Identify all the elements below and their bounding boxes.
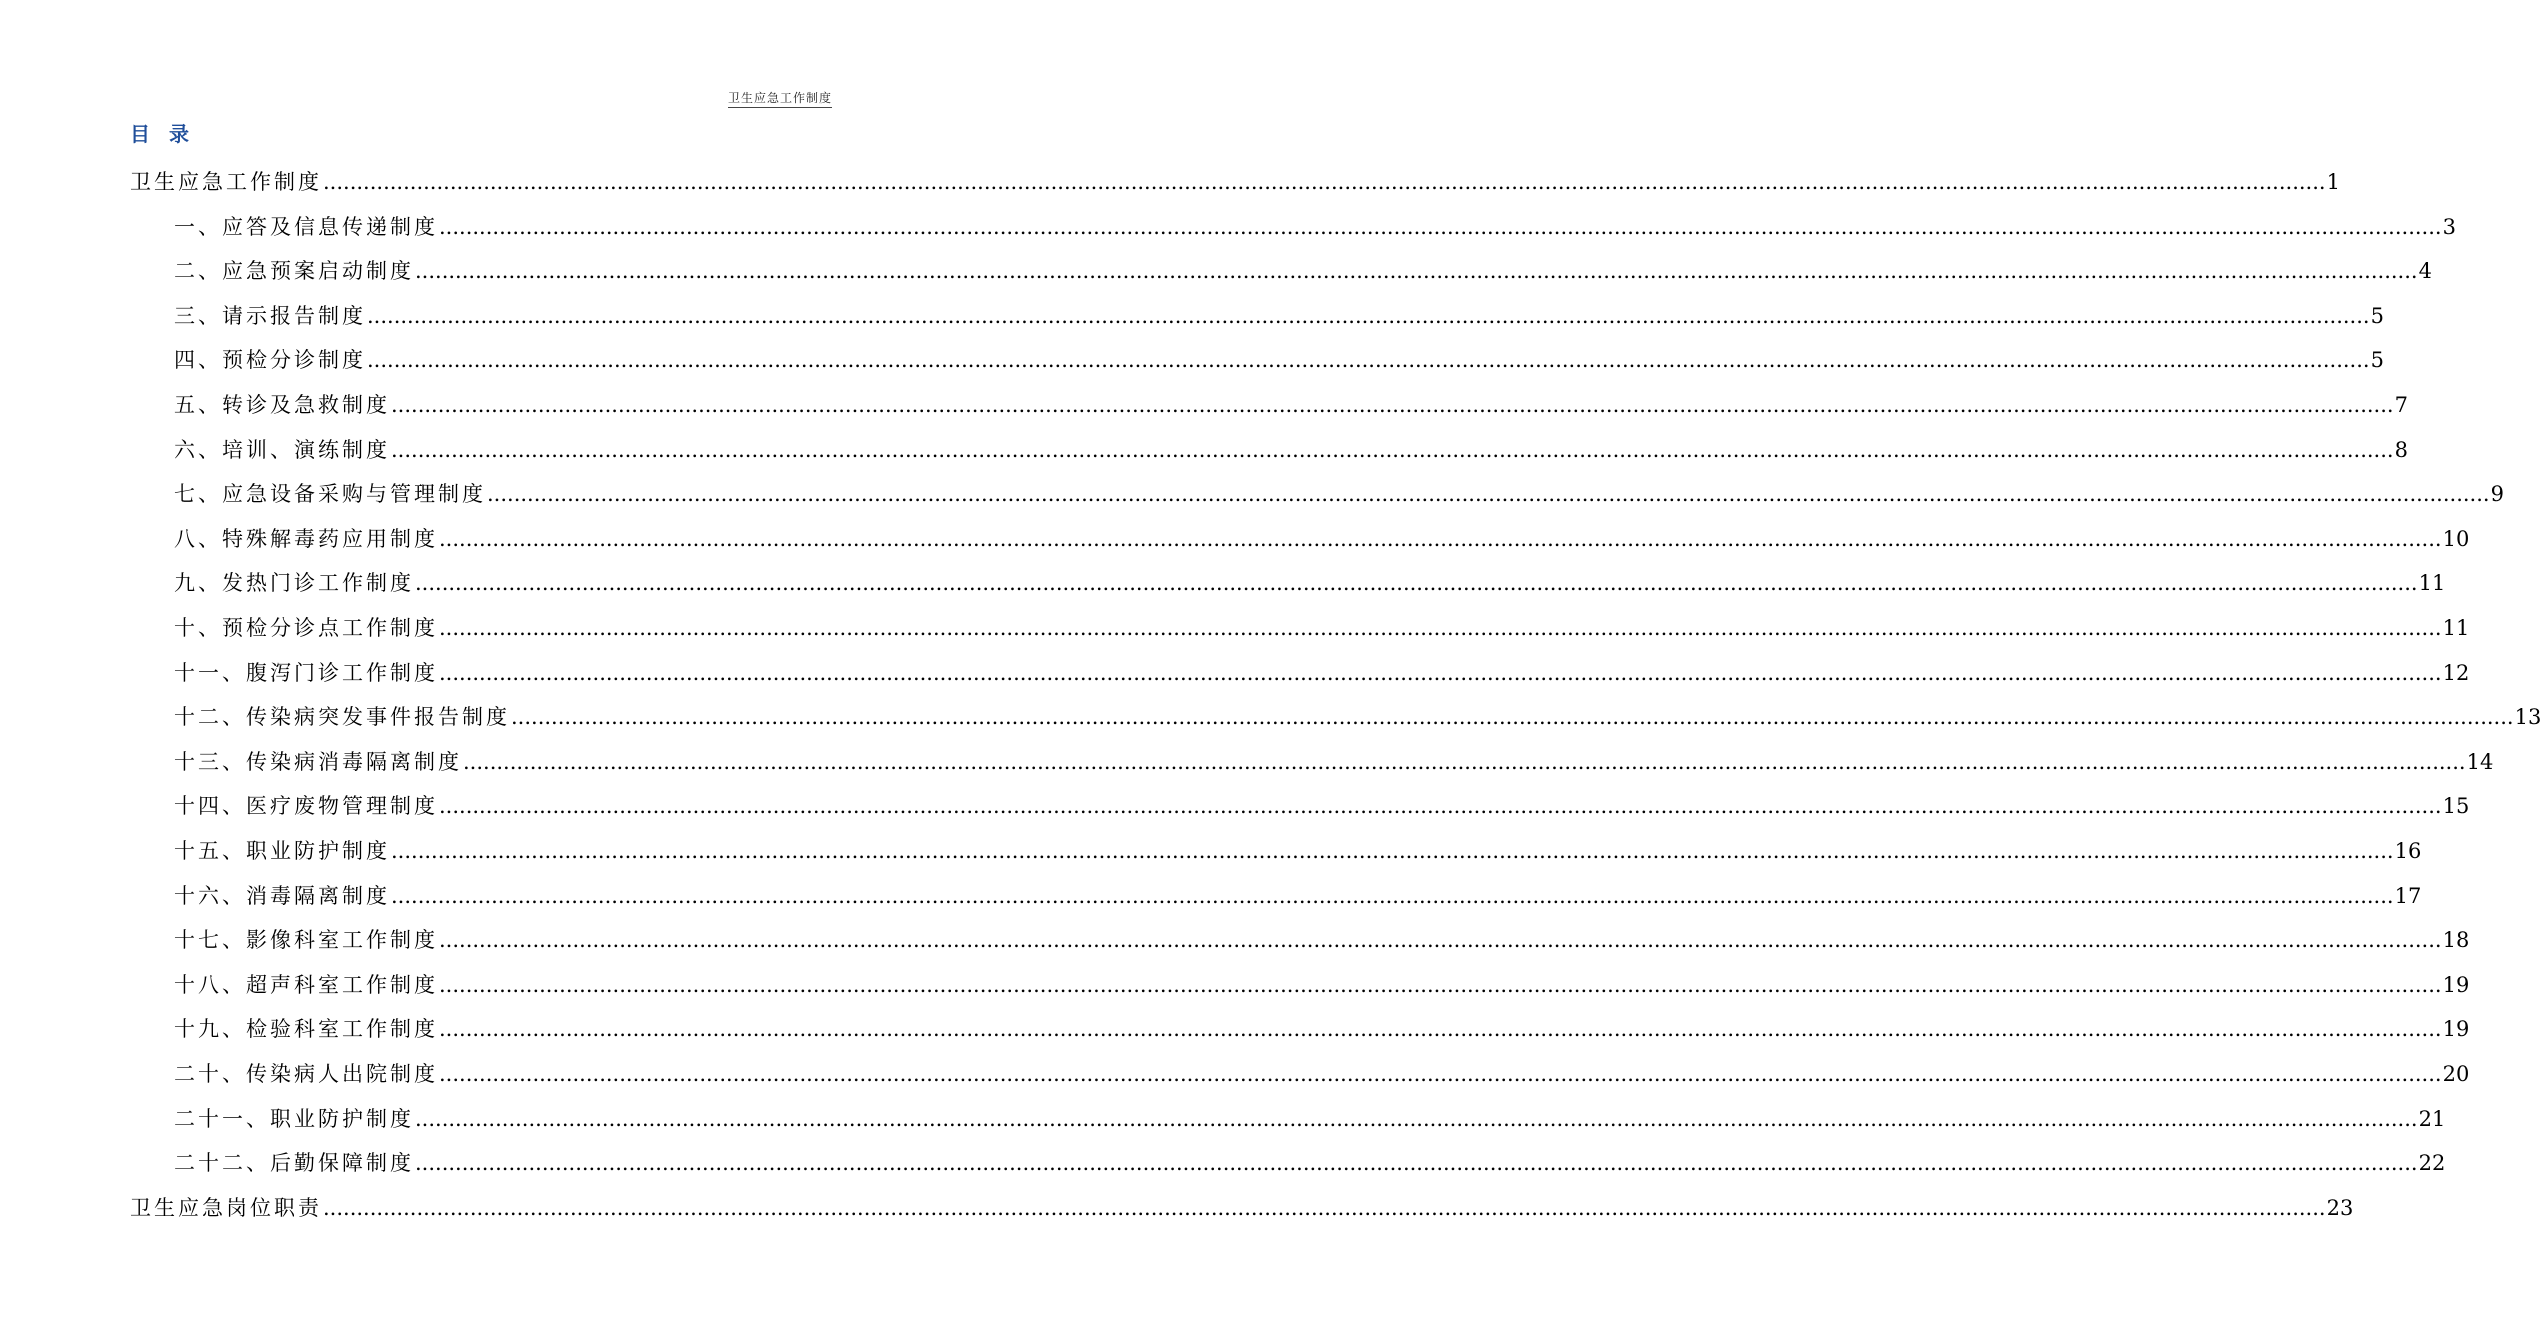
toc-dot-leader: ............................................................................................................................................................................................................................................................................................................ [367,303,2370,328]
toc-entry-page-number: 19 [2442,1017,2470,1042]
toc-entry-title: 十五、职业防护制度 [174,839,390,863]
toc-dot-leader: ............................................................................................................................................................................................................................................................................................................ [367,348,2370,373]
toc-entry[interactable] [174,867,2422,911]
toc-entry[interactable] [174,599,2470,643]
toc-entry-title: 十一、腹泻门诊工作制度 [174,660,438,685]
toc-entry-title: 六、培训、演练制度 [174,437,390,462]
toc-entry-title: 二十二、后勤保障制度 [174,1151,414,1176]
toc-entry[interactable] [174,421,2408,465]
toc-entry-title: 四、预检分诊制度 [174,348,366,373]
toc-entry[interactable] [130,153,2340,197]
toc-entry-title: 五、转诊及急救制度 [174,393,390,417]
toc-entry[interactable] [130,1179,2354,1223]
toc-entry-page-number: 17 [2394,883,2422,908]
toc-entry-title: 十四、医疗废物管理制度 [174,794,438,819]
toc-dot-leader: ............................................................................................................................................................................................................................................................................................................ [391,437,2394,462]
toc-dot-leader: ............................................................................................................................................................................................................................................................................................................ [415,1151,2418,1176]
toc-entry[interactable] [174,376,2408,420]
toc-dot-leader: ............................................................................................................................................................................................................................................................................................................ [439,794,2442,819]
toc-entry[interactable] [174,688,2541,732]
toc-entry-page-number: 20 [2442,1062,2470,1086]
toc-entry-page-number: 11 [2418,571,2446,596]
toc-entry-title: 七、应急设备采购与管理制度 [174,482,486,507]
toc-entry-page-number: 22 [2418,1151,2446,1176]
toc-entry-title: 卫生应急岗位职责 [130,1195,322,1220]
toc-entry-title: 十八、超声科室工作制度 [174,972,438,997]
toc-entry-title: 十六、消毒隔离制度 [174,883,390,908]
toc-entry[interactable] [174,822,2422,866]
toc-entry-title: 十七、影像科室工作制度 [174,928,438,953]
toc-entry-page-number: 12 [2442,660,2470,685]
toc-dot-leader: ............................................................................................................................................................................................................................................................................................................ [391,393,2394,417]
toc-entry[interactable] [174,198,2456,242]
toc-entry[interactable] [174,242,2432,286]
toc-entry[interactable] [174,644,2470,688]
toc-title: 目 录 [130,122,195,146]
toc-dot-leader: ............................................................................................................................................................................................................................................................................................................ [511,705,2514,730]
toc-dot-leader: ............................................................................................................................................................................................................................................................................................................ [415,1106,2418,1131]
toc-entry-page-number: 7 [2394,393,2408,417]
toc-entry[interactable] [174,1045,2470,1089]
toc-entry-title: 九、发热门诊工作制度 [174,571,414,596]
toc-entry-page-number: 19 [2442,972,2470,997]
toc-entry-title: 二、应急预案启动制度 [174,259,414,284]
toc-entry[interactable] [174,1090,2446,1134]
toc-entry[interactable] [174,777,2470,821]
toc-dot-leader: ............................................................................................................................................................................................................................................................................................................ [415,571,2418,596]
toc-entry[interactable] [174,554,2446,598]
toc-entry-page-number: 13 [2514,705,2541,730]
running-header: 卫生应急工作制度 [728,90,832,108]
toc-entry[interactable] [174,956,2470,1000]
toc-dot-leader: ............................................................................................................................................................................................................................................................................................................ [323,170,2326,194]
toc-entry-title: 十九、检验科室工作制度 [174,1017,438,1042]
toc-dot-leader: ............................................................................................................................................................................................................................................................................................................ [439,660,2442,685]
toc-entry-title: 二十、传染病人出院制度 [174,1062,438,1086]
toc-entry[interactable] [174,1000,2470,1044]
toc-entry-page-number: 23 [2326,1195,2354,1220]
toc-entry[interactable] [174,1134,2446,1178]
toc-entry-page-number: 4 [2418,259,2432,284]
toc-entry-page-number: 5 [2370,303,2384,328]
toc-entry[interactable] [174,287,2384,331]
toc-dot-leader: ............................................................................................................................................................................................................................................................................................................ [487,482,2490,507]
toc-entry-page-number: 8 [2394,437,2408,462]
toc-dot-leader: ............................................................................................................................................................................................................................................................................................................ [391,839,2394,863]
toc-dot-leader: ............................................................................................................................................................................................................................................................................................................ [439,214,2442,239]
toc-entry-page-number: 9 [2490,482,2504,507]
toc-entry[interactable] [174,911,2470,955]
toc-dot-leader: ............................................................................................................................................................................................................................................................................................................ [463,749,2466,774]
toc-entry-page-number: 1 [2326,170,2340,194]
toc-entry[interactable] [174,465,2504,509]
toc-entry-title: 十三、传染病消毒隔离制度 [174,749,462,774]
toc-dot-leader: ............................................................................................................................................................................................................................................................................................................ [323,1195,2326,1220]
toc-dot-leader: ............................................................................................................................................................................................................................................................................................................ [439,928,2442,953]
toc-entry-page-number: 14 [2466,749,2494,774]
toc-entry-title: 卫生应急工作制度 [130,170,322,194]
toc-dot-leader: ............................................................................................................................................................................................................................................................................................................ [439,1017,2442,1042]
toc-entry-page-number: 15 [2442,794,2470,819]
toc-entry-page-number: 21 [2418,1106,2446,1131]
toc-entry-page-number: 11 [2442,616,2470,640]
toc-dot-leader: ............................................................................................................................................................................................................................................................................................................ [391,883,2394,908]
toc-entry[interactable] [174,510,2470,554]
toc-dot-leader: ............................................................................................................................................................................................................................................................................................................ [439,616,2442,640]
toc-entry-title: 八、特殊解毒药应用制度 [174,526,438,551]
toc-entry-title: 二十一、职业防护制度 [174,1106,414,1131]
toc-entry[interactable] [174,331,2384,375]
toc-dot-leader: ............................................................................................................................................................................................................................................................................................................ [415,259,2418,284]
toc-entry-title: 三、请示报告制度 [174,303,366,328]
toc-entry-page-number: 10 [2442,526,2470,551]
toc-entry-title: 十二、传染病突发事件报告制度 [174,705,510,730]
toc-entry[interactable] [174,733,2494,777]
toc-entry-title: 一、应答及信息传递制度 [174,214,438,239]
toc-entry-page-number: 5 [2370,348,2384,373]
toc-entry-page-number: 3 [2442,214,2456,239]
toc-dot-leader: ............................................................................................................................................................................................................................................................................................................ [439,972,2442,997]
toc-dot-leader: ............................................................................................................................................................................................................................................................................................................ [439,1062,2442,1086]
toc-entry-title: 十、预检分诊点工作制度 [174,616,438,640]
toc-entry-page-number: 18 [2442,928,2470,953]
toc-entry-page-number: 16 [2394,839,2422,863]
toc-dot-leader: ............................................................................................................................................................................................................................................................................................................ [439,526,2442,551]
